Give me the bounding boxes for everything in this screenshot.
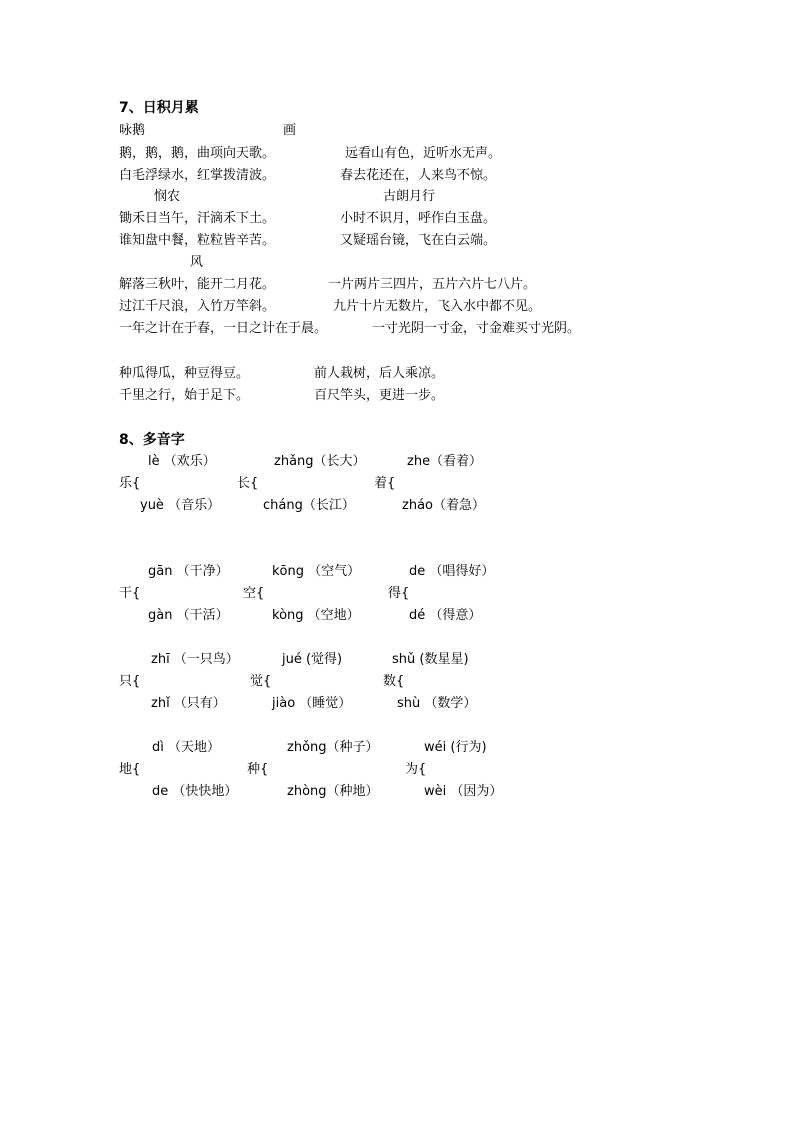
pinyin-wei-top: wéi (行为) xyxy=(424,740,487,755)
pinyin-zhi-bottom: zhǐ （只有） xyxy=(151,696,226,711)
poem-feng-line-2: 过江千尺浪，入竹万竿斜。 xyxy=(119,299,276,314)
pinyin-di-top: dì （天地） xyxy=(152,740,220,755)
poem-title-hua: 画 xyxy=(283,123,297,138)
char-zhi: 只{ xyxy=(119,674,141,689)
char-le: 乐{ xyxy=(119,476,141,491)
saying-5: 千里之行，始于足下。 xyxy=(119,388,250,403)
poem-yong-e-line-2: 白毛浮绿水，红掌拨清波。 xyxy=(119,168,276,183)
pinyin-le-bottom: yuè （音乐） xyxy=(140,498,221,513)
pinyin-zhe-bottom: zháo（着急） xyxy=(402,498,485,513)
poem-title-gu-lang-yue-xing: 古朗月行 xyxy=(383,189,436,204)
poem-hua-line-1: 远看山有色，近听水无声。 xyxy=(345,146,502,161)
char-shu: 数{ xyxy=(383,674,405,689)
pinyin-kong-top: kōng （空气） xyxy=(272,564,361,579)
char-zhang: 长{ xyxy=(237,476,259,491)
pinyin-jue-top: jué (觉得) xyxy=(282,652,343,667)
poem-gu-lang-line-1: 小时不识月，呼作白玉盘。 xyxy=(340,211,497,226)
char-zhe: 着{ xyxy=(374,476,396,491)
section-8-heading: 8、多音字 xyxy=(119,432,185,448)
pinyin-gan-bottom: gàn （干活） xyxy=(148,608,229,623)
pinyin-zhang-top: zhǎng（长大） xyxy=(274,454,366,469)
pinyin-zhang-bottom: cháng（长江） xyxy=(263,498,355,513)
char-jue: 觉{ xyxy=(250,674,272,689)
pinyin-kong-bottom: kòng （空地） xyxy=(272,608,360,623)
pinyin-zhong-bottom: zhòng（种地） xyxy=(287,784,379,799)
char-zhong: 种{ xyxy=(247,762,269,777)
char-de: 得{ xyxy=(388,586,410,601)
saying-6: 百尺竿头，更进一步。 xyxy=(314,388,445,403)
char-wei: 为{ xyxy=(405,762,427,777)
section-7-heading: 7、日积月累 xyxy=(119,100,199,116)
char-kong: 空{ xyxy=(243,586,265,601)
pinyin-le-top: lè （欢乐） xyxy=(148,454,216,469)
pinyin-zhi-top: zhī （一只鸟） xyxy=(151,652,239,667)
saying-3: 种瓜得瓜，种豆得豆。 xyxy=(119,366,250,381)
char-gan: 干{ xyxy=(119,586,141,601)
pinyin-di-bottom: de （快快地） xyxy=(152,784,238,799)
saying-2: 一寸光阴一寸金，寸金难买寸光阴。 xyxy=(372,321,581,336)
pinyin-wei-bottom: wèi （因为） xyxy=(424,784,503,799)
pinyin-zhe-top: zhe（看着） xyxy=(407,454,483,469)
poem-title-feng: 风 xyxy=(190,255,204,270)
poem-title-min-nong: 悯农 xyxy=(154,189,181,204)
poem-min-nong-line-2: 谁知盘中餐，粒粒皆辛苦。 xyxy=(119,233,276,248)
poem-feng-line-1: 解落三秋叶，能开二月花。 xyxy=(119,277,276,292)
pinyin-gan-top: gān （干净） xyxy=(148,564,229,579)
poem-hua-line-2: 春去花还在，人来鸟不惊。 xyxy=(340,168,497,183)
poem-yong-e-line-1: 鹅，鹅，鹅，曲项向天歌。 xyxy=(119,146,276,161)
poem-gu-lang-line-2: 又疑瑶台镜，飞在白云端。 xyxy=(340,233,497,248)
pinyin-de-bottom: dé （得意） xyxy=(409,608,482,623)
saying-4: 前人栽树，后人乘凉。 xyxy=(314,366,445,381)
pinyin-shu-bottom: shù （数学） xyxy=(397,696,477,711)
poem-title-yong-e: 咏鹅 xyxy=(119,123,146,138)
char-di: 地{ xyxy=(119,762,141,777)
pinyin-shu-top: shǔ (数星星) xyxy=(392,652,469,667)
poem-min-nong-line-1: 锄禾日当午，汗滴禾下土。 xyxy=(119,211,276,226)
pinyin-jue-bottom: jiào （睡觉） xyxy=(272,696,352,711)
poem-snow-line-2: 九片十片无数片，飞入水中都不见。 xyxy=(333,299,542,314)
poem-snow-line-1: 一片两片三四片，五片六片七八片。 xyxy=(328,277,537,292)
pinyin-zhong-top: zhǒng（种子） xyxy=(287,740,379,755)
saying-1: 一年之计在于春，一日之计在于晨。 xyxy=(119,321,328,336)
pinyin-de-top: de （唱得好） xyxy=(409,564,495,579)
